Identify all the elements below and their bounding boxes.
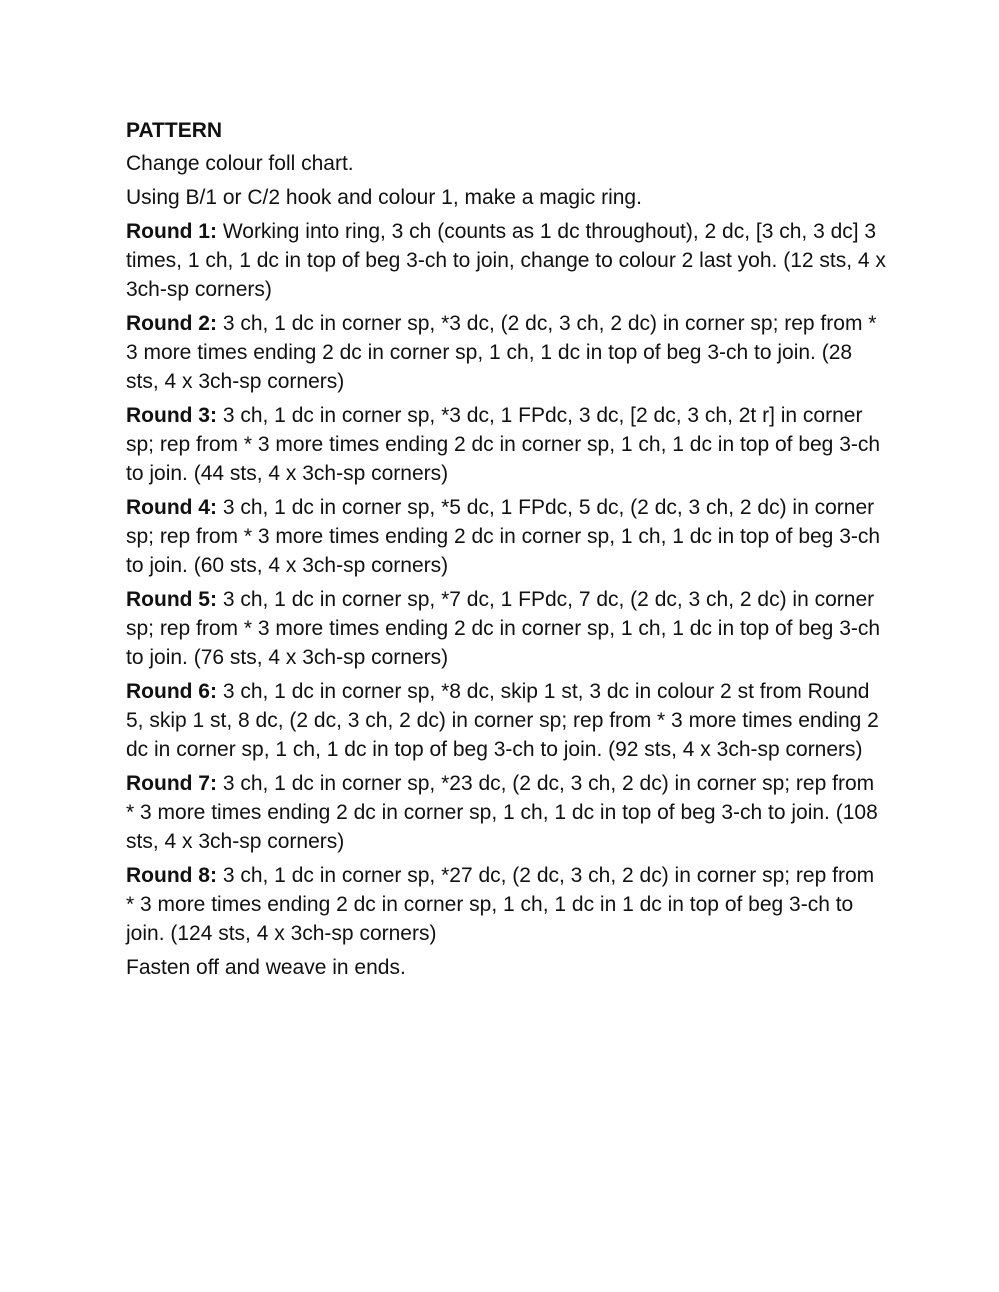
intro-line-2: Using B/1 or C/2 hook and colour 1, make a magic ring. [126, 186, 642, 209]
pattern-page [126, 116, 886, 987]
round-4-text: 3 ch, 1 dc in corner sp, *5 dc, 1 FPdc, 5 dc, (2 dc, 3 ch, 2 dc) in corner sp; rep from * 3 more times ending 2 dc in corner sp, 1 ch, 1 dc in top of beg 3-ch to join. (60 sts, 4 x 3ch-sp corners) [126, 496, 881, 577]
pattern-heading: PATTERN [126, 119, 223, 142]
round-6-text: 3 ch, 1 dc in corner sp, *8 dc, skip 1 st, 3 dc in colour 2 st from Round 5, skip 1 st, 8 dc, (2 dc, 3 ch, 2 dc) in corner sp; rep from * 3 more times ending 2 dc in corner sp, 1 ch, 1 dc in top of beg 3-ch to join. (92 sts, 4 x 3ch-sp corners) [126, 680, 879, 761]
round-1-label: Round 1: [126, 220, 217, 243]
round-8 [126, 861, 886, 948]
round-2-text: 3 ch, 1 dc in corner sp, *3 dc, (2 dc, 3 ch, 2 dc) in corner sp; rep from * 3 more times ending 2 dc in corner sp, 1 ch, 1 dc in top of beg 3-ch to join. (28 sts, 4 x 3ch-sp corners) [126, 312, 877, 393]
round-5-text: 3 ch, 1 dc in corner sp, *7 dc, 1 FPdc, 7 dc, (2 dc, 3 ch, 2 dc) in corner sp; rep from * 3 more times ending 2 dc in corner sp, 1 ch, 1 dc in top of beg 3-ch to join. (76 sts, 4 x 3ch-sp corners) [126, 588, 881, 669]
round-6 [126, 677, 886, 764]
round-3 [126, 401, 886, 488]
round-7-label: Round 7: [126, 772, 217, 795]
round-2 [126, 309, 886, 396]
round-7 [126, 769, 886, 856]
intro-line-1: Change colour foll chart. [126, 152, 354, 175]
round-1-text: Working into ring, 3 ch (counts as 1 dc throughout), 2 dc, [3 ch, 3 dc] 3 times, 1 ch, 1 dc in top of beg 3-ch to join, change to colour 2 last yoh. (12 sts, 4 x 3ch-sp corners) [126, 220, 886, 301]
round-4 [126, 493, 886, 580]
round-1 [126, 217, 886, 304]
round-8-text: 3 ch, 1 dc in corner sp, *27 dc, (2 dc, 3 ch, 2 dc) in corner sp; rep from * 3 more times ending 2 dc in corner sp, 1 ch, 1 dc in 1 dc in top of beg 3-ch to join. (124 sts, 4 x 3ch-sp corners) [126, 864, 875, 945]
round-2-label: Round 2: [126, 312, 217, 335]
round-3-text: 3 ch, 1 dc in corner sp, *3 dc, 1 FPdc, 3 dc, [2 dc, 3 ch, 2t r] in corner sp; rep from * 3 more times ending 2 dc in corner sp, 1 ch, 1 dc in top of beg 3-ch to join. (44 sts, 4 x 3ch-sp corners) [126, 404, 881, 485]
round-7-text: 3 ch, 1 dc in corner sp, *23 dc, (2 dc, 3 ch, 2 dc) in corner sp; rep from * 3 more times ending 2 dc in corner sp, 1 ch, 1 dc in top of beg 3-ch to join. (108 sts, 4 x 3ch-sp corners) [126, 772, 878, 853]
round-8-label: Round 8: [126, 864, 217, 887]
round-5 [126, 585, 886, 672]
round-5-label: Round 5: [126, 588, 217, 611]
round-4-label: Round 4: [126, 496, 217, 519]
round-3-label: Round 3: [126, 404, 217, 427]
round-6-label: Round 6: [126, 680, 217, 703]
closing-line: Fasten off and weave in ends. [126, 956, 406, 979]
